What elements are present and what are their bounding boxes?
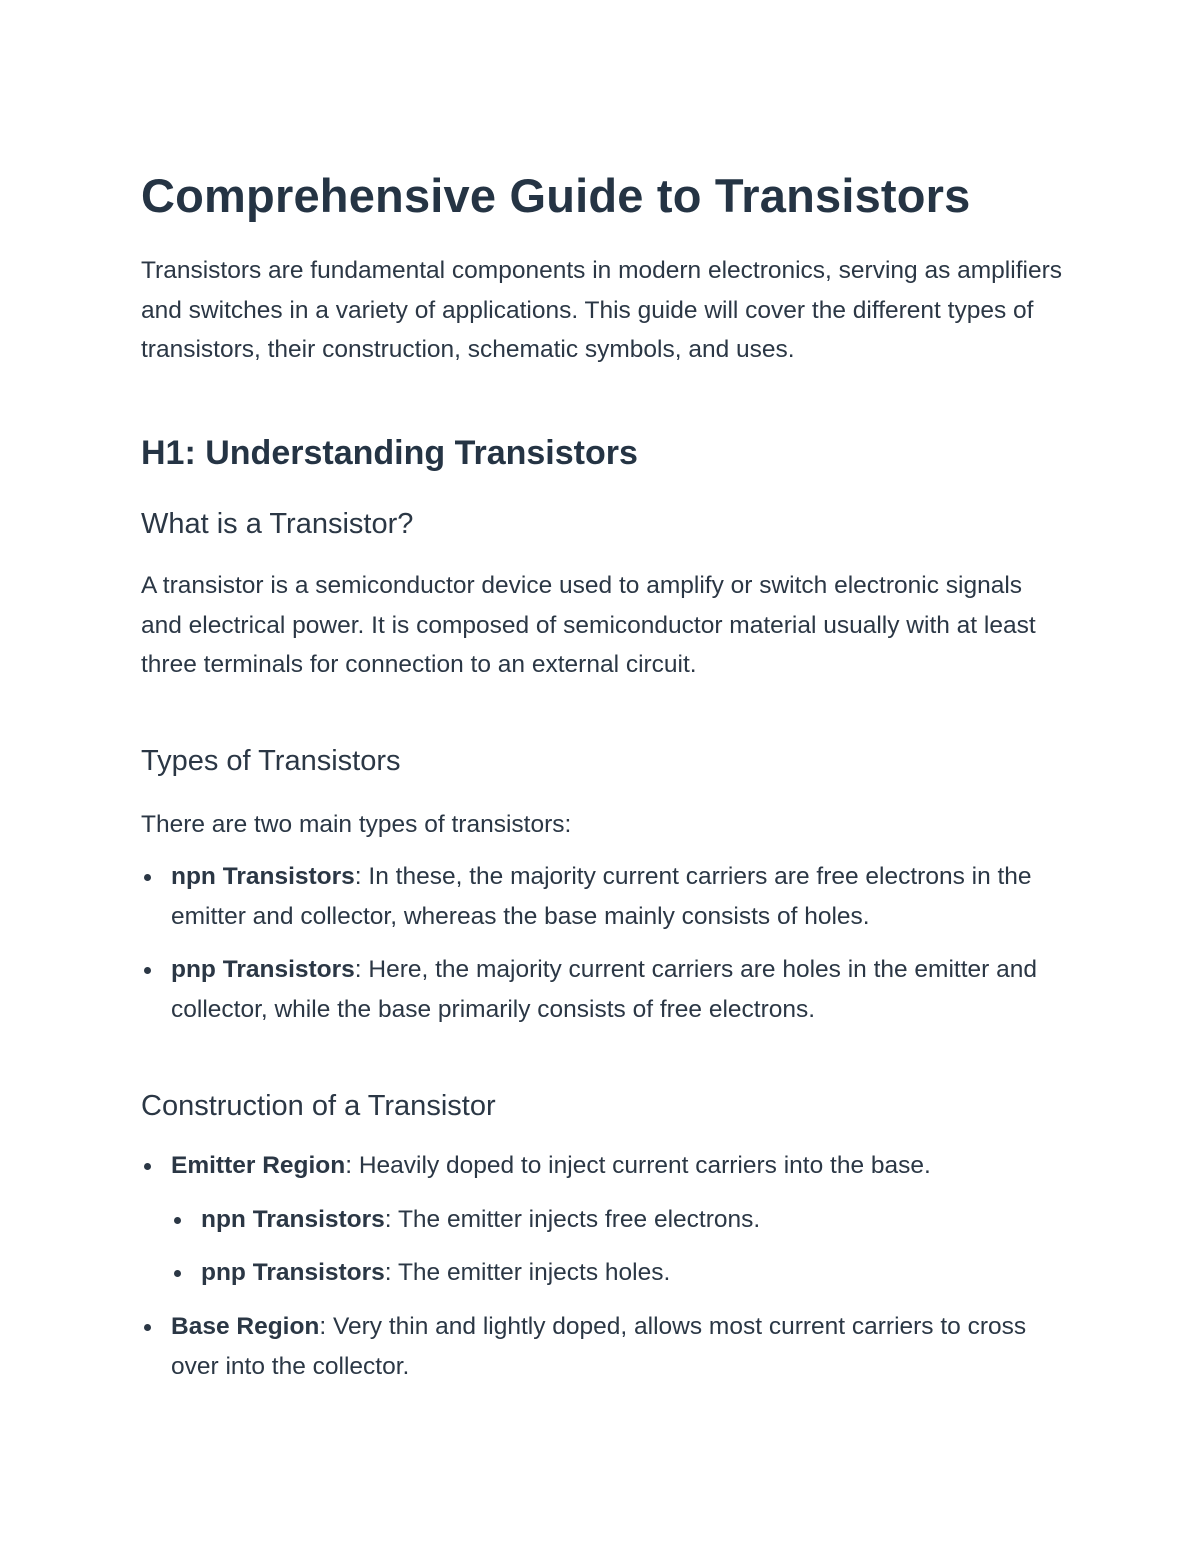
list-item-term: npn Transistors	[171, 863, 355, 890]
list-item-base	[141, 1307, 1066, 1386]
list-item-term: npn Transistors	[201, 1205, 385, 1233]
list-item	[141, 950, 1066, 1029]
what-is-paragraph: A transistor is a semiconductor device used to amplify or switch electronic signals and electrical power. It is composed of semiconductor material usually with at least three terminals for connection to an external circuit.	[141, 572, 1036, 679]
list-item-emitter	[141, 1146, 1066, 1186]
list-item-text: : The emitter injects holes.	[384, 1259, 671, 1287]
list-item-term: pnp Transistors	[171, 956, 355, 984]
list-item-emitter-npn	[171, 1200, 1066, 1240]
list-item-text: : The emitter injects free electrons.	[384, 1205, 761, 1233]
list-item-text: : Very thin and lightly doped, allows most current carriers to cross over into the collector.	[171, 1313, 1027, 1380]
types-intro: There are two main types of transistors:	[141, 811, 572, 838]
list-item-text: : Here, the majority current carriers are holes in the emitter and collector, while the base primarily consists of free electrons.	[171, 956, 1037, 1024]
intro-paragraph: Transistors are fundamental components in modern electronics, serving as amplifiers and switches in a variety of applications. This guide will cover the different types of transistors, their construction, schematic symbols, and uses.	[141, 257, 1062, 364]
list-item	[141, 857, 1066, 936]
section-heading: H1: Understanding Transistors	[141, 434, 638, 472]
document-title: Comprehensive Guide to Transistors	[141, 169, 971, 222]
construction-heading: Construction of a Transistor	[141, 1090, 496, 1122]
list-item-text: : In these, the majority current carriers are free electrons in the emitter and collector, whereas the base mainly consists of holes.	[171, 863, 1032, 930]
list-item-text: : Heavily doped to inject current carriers into the base.	[345, 1152, 931, 1179]
list-item-emitter-pnp	[171, 1253, 1066, 1293]
what-is-heading: What is a Transistor?	[141, 508, 414, 540]
list-item-term: Emitter Region	[171, 1152, 346, 1179]
construction-list	[141, 1146, 1066, 1387]
types-list	[141, 857, 1066, 1030]
list-item-term: Base Region	[171, 1313, 320, 1341]
list-item-term: pnp Transistors	[201, 1259, 385, 1287]
types-heading: Types of Transistors	[141, 745, 401, 777]
